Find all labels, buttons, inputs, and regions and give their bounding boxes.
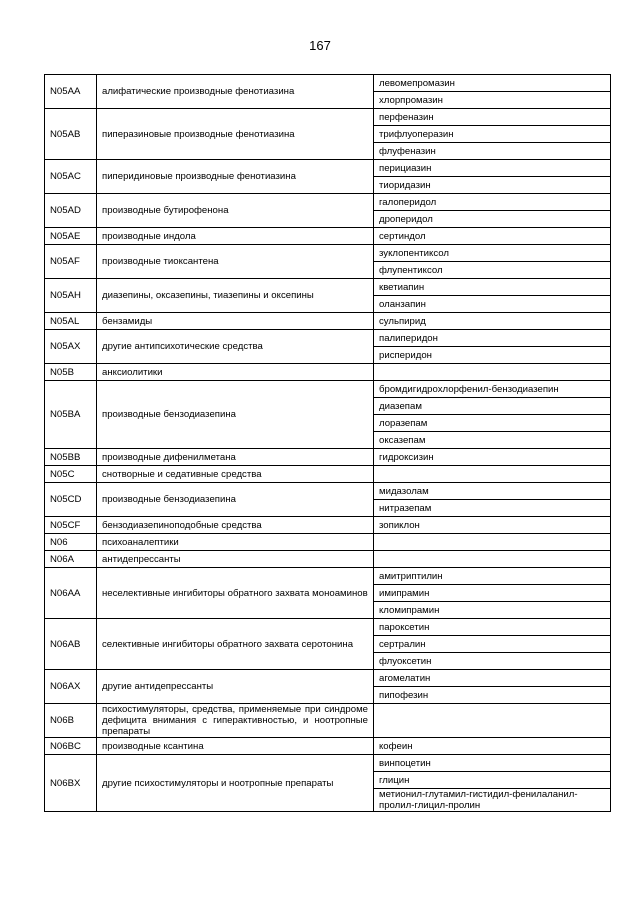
group-description: пиперазиновые производные фенотиазина — [97, 109, 374, 160]
drug-name: рисперидон — [374, 347, 611, 364]
drug-name: перициазин — [374, 160, 611, 177]
atc-code: N05BB — [45, 449, 97, 466]
group-description: производные бензодиазепина — [97, 483, 374, 517]
group-description: другие антипсихотические средства — [97, 330, 374, 364]
table-row — [45, 755, 611, 772]
group-description: производные ксантина — [97, 738, 374, 755]
atc-code: N06A — [45, 551, 97, 568]
drug-name: пипофезин — [374, 687, 611, 704]
atc-code: N05CD — [45, 483, 97, 517]
table-row — [45, 551, 611, 568]
drug-name: кломипрамин — [374, 602, 611, 619]
drug-name: сертралин — [374, 636, 611, 653]
table-row — [45, 194, 611, 211]
drug-name — [374, 534, 611, 551]
atc-code: N06BX — [45, 755, 97, 812]
drug-name — [374, 704, 611, 738]
atc-code: N05AH — [45, 279, 97, 313]
group-description: пиперидиновые производные фенотиазина — [97, 160, 374, 194]
table-row — [45, 517, 611, 534]
drug-name: левомепромазин — [374, 75, 611, 92]
drug-name: мидазолам — [374, 483, 611, 500]
group-description: алифатические производные фенотиазина — [97, 75, 374, 109]
drug-name — [374, 466, 611, 483]
table-row — [45, 245, 611, 262]
atc-code: N05AL — [45, 313, 97, 330]
group-description: селективные ингибиторы обратного захвата серотонина — [97, 619, 374, 670]
drug-name — [374, 551, 611, 568]
group-description: производные бензодиазепина — [97, 381, 374, 449]
table-row — [45, 619, 611, 636]
drug-name: палиперидон — [374, 330, 611, 347]
atc-code: N05AX — [45, 330, 97, 364]
drug-name: метионил-глутамил-гистидил-фенилаланил-пролил-глицил-пролин — [374, 789, 611, 812]
atc-code: N06BC — [45, 738, 97, 755]
group-description: бензодиазепиноподобные средства — [97, 517, 374, 534]
table-row — [45, 483, 611, 500]
drug-name: агомелатин — [374, 670, 611, 687]
atc-code: N06B — [45, 704, 97, 738]
group-description: снотворные и седативные средства — [97, 466, 374, 483]
drug-name: перфеназин — [374, 109, 611, 126]
drug-name — [374, 364, 611, 381]
drug-name: флуоксетин — [374, 653, 611, 670]
table-row — [45, 279, 611, 296]
drug-name: оланзапин — [374, 296, 611, 313]
atc-code: N05AF — [45, 245, 97, 279]
table-row — [45, 109, 611, 126]
drug-name: амитриптилин — [374, 568, 611, 585]
atc-code: N05AD — [45, 194, 97, 228]
atc-classification-table — [44, 74, 611, 812]
drug-name: дроперидол — [374, 211, 611, 228]
atc-code: N05B — [45, 364, 97, 381]
table-row — [45, 160, 611, 177]
table-row — [45, 449, 611, 466]
drug-name: гидроксизин — [374, 449, 611, 466]
drug-name: флуфеназин — [374, 143, 611, 160]
drug-name: трифлуоперазин — [374, 126, 611, 143]
table-row — [45, 228, 611, 245]
drug-name: флупентиксол — [374, 262, 611, 279]
atc-code: N05AA — [45, 75, 97, 109]
atc-code: N06AX — [45, 670, 97, 704]
drug-name: бромдигидрохлорфенил-бензодиазепин — [374, 381, 611, 398]
drug-name: глицин — [374, 772, 611, 789]
drug-name: пароксетин — [374, 619, 611, 636]
drug-name: нитразепам — [374, 500, 611, 517]
drug-name: тиоридазин — [374, 177, 611, 194]
drug-name: кветиапин — [374, 279, 611, 296]
atc-code: N05AE — [45, 228, 97, 245]
atc-code: N05AC — [45, 160, 97, 194]
atc-code: N06 — [45, 534, 97, 551]
group-description: диазепины, оксазепины, тиазепины и оксепины — [97, 279, 374, 313]
group-description: психоаналептики — [97, 534, 374, 551]
table-row — [45, 704, 611, 738]
drug-name: зуклопентиксол — [374, 245, 611, 262]
drug-name: зопиклон — [374, 517, 611, 534]
group-description: производные индола — [97, 228, 374, 245]
drug-name: винпоцетин — [374, 755, 611, 772]
table-row — [45, 466, 611, 483]
group-description: бензамиды — [97, 313, 374, 330]
group-description: анксиолитики — [97, 364, 374, 381]
group-description: неселективные ингибиторы обратного захвата моноаминов — [97, 568, 374, 619]
drug-name: галоперидол — [374, 194, 611, 211]
atc-code: N05C — [45, 466, 97, 483]
drug-name: кофеин — [374, 738, 611, 755]
table-row — [45, 534, 611, 551]
drug-name: сертиндол — [374, 228, 611, 245]
drug-name: диазепам — [374, 398, 611, 415]
drug-name: имипрамин — [374, 585, 611, 602]
atc-table-body — [45, 75, 611, 812]
table-row — [45, 381, 611, 398]
drug-name: сульпирид — [374, 313, 611, 330]
atc-code: N06AA — [45, 568, 97, 619]
table-row — [45, 313, 611, 330]
atc-code: N05CF — [45, 517, 97, 534]
table-row — [45, 568, 611, 585]
page-number: 167 — [309, 38, 331, 53]
group-description: другие антидепрессанты — [97, 670, 374, 704]
table-row — [45, 670, 611, 687]
table-row — [45, 364, 611, 381]
group-description: другие психостимуляторы и ноотропные препараты — [97, 755, 374, 812]
drug-name: оксазепам — [374, 432, 611, 449]
group-description: психостимуляторы, средства, применяемые при синдроме дефицита внимания с гиперактивностью, и ноотропные препараты — [97, 704, 374, 738]
table-row — [45, 738, 611, 755]
group-description: производные тиоксантена — [97, 245, 374, 279]
atc-code: N05AB — [45, 109, 97, 160]
group-description: производные бутирофенона — [97, 194, 374, 228]
atc-code: N06AB — [45, 619, 97, 670]
atc-code: N05BA — [45, 381, 97, 449]
table-row — [45, 75, 611, 92]
table-row — [45, 330, 611, 347]
group-description: производные дифенилметана — [97, 449, 374, 466]
group-description: антидепрессанты — [97, 551, 374, 568]
drug-name: хлорпромазин — [374, 92, 611, 109]
drug-name: лоразепам — [374, 415, 611, 432]
